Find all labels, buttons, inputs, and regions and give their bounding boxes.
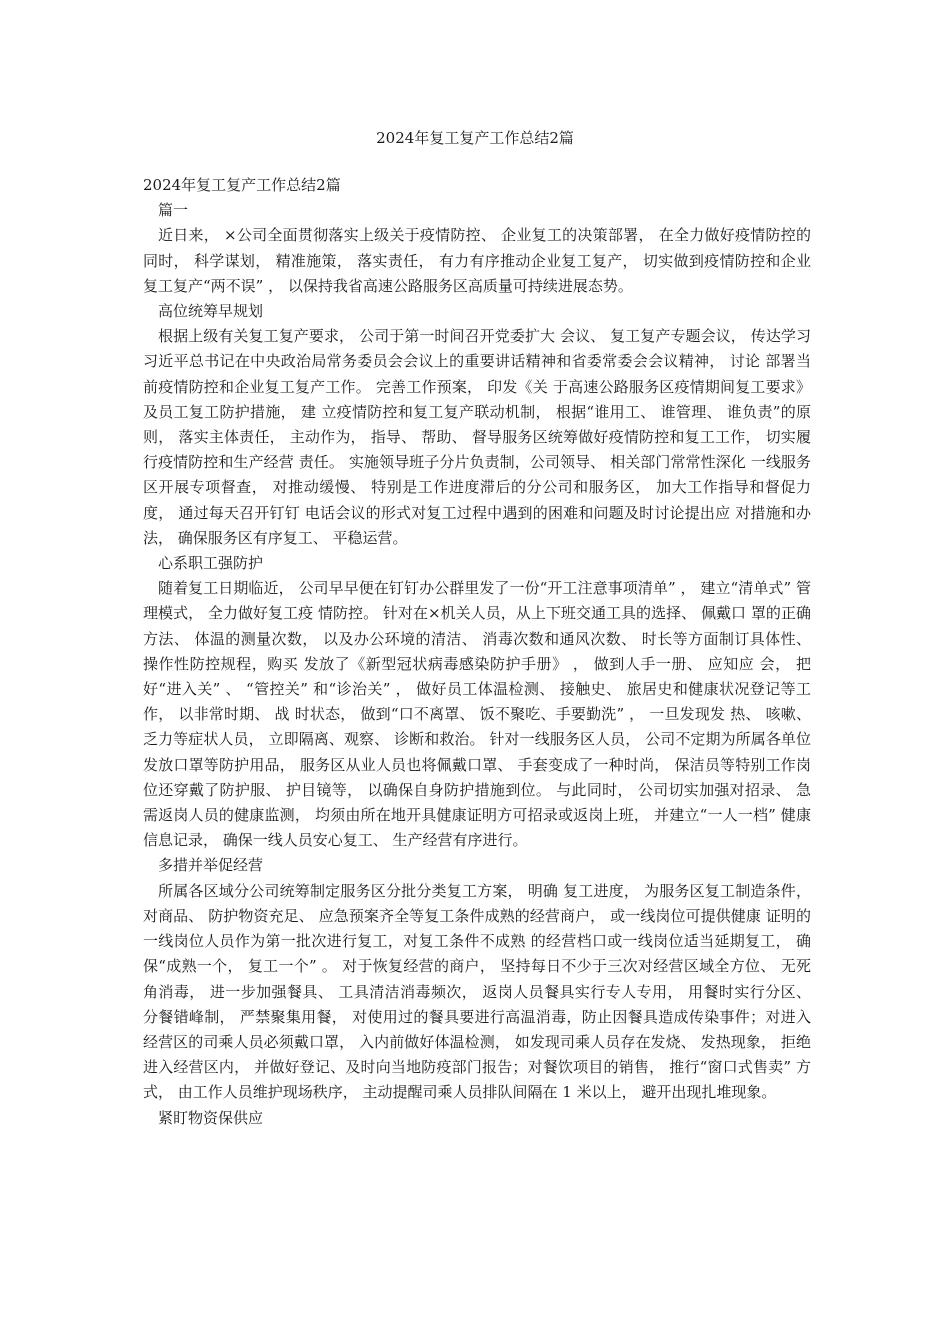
page-title: 2024年复工复产工作总结2篇 (376, 129, 574, 147)
document-body (143, 173, 811, 1131)
section-heading-operations: 多措并举促经营 (158, 856, 264, 875)
section-heading-planning: 高位统筹早规划 (158, 302, 264, 321)
paragraph-protection: 随着复工日期临近， 公司早早便在钉钉办公群里发了一份“开工注意事项清单” ， 建立“清单式” 管理模式， 全力做好复工疫 情防控。 针对在×机关人员，从上下班交通工具的选择、 佩戴口 罩的正确方法、 体温的测量次数， 以及办公环境的清洁、 消毒次数和通风次数、 时长等方面制订具体性、 操作性防控规程，购买 发放了《新型冠状病毒感染防护手册》 ， 做到人手一册、 应知应 会， 把好“进入关” 、 “管控关” 和“诊治关” ， 做好员工体温检测、 接触史、 旅居史和健康状况登记等工作， 以非常时期、 战 时状态， 做到“口不离罩、 饭不聚吃、手要勤洗” ， 一旦发现发 热、 咳嗽、 乏力等症状人员， 立即隔离、观察、 诊断和救治。 针对一线服务区人员， 公司不定期为所属各单位发放口罩等防护用品， 服务区从业人员也将佩戴口罩、 手套变成了一种时尚， 保洁员等特别工作岗位还穿戴了防护服、 护目镜等， 以确保自身防护措施到位。 与此同时， 公司切实加强对招录、 急需返岗人员的健康监测， 均须由所在地开具健康证明方可招录或返岗上班， 并建立“一人一档” 健康信息记录， 确保一线人员安心复工、 生产经营有序进行。 (143, 579, 811, 850)
section-heading-protection: 心系职工强防护 (158, 554, 264, 573)
paragraph-operations: 所属各区域分公司统筹制定服务区分批分类复工方案， 明确 复工进度， 为服务区复工制造条件， 对商品、 防护物资充足、 应急预案齐全等复工条件成熟的经营商户， 或一线岗位可提供健康 证明的一线岗位人员作为第一批次进行复工，对复工条件不成熟 的经营档口或一线岗位适当延期复工， 确保“成熟一个， 复工一个” 。 对于恢复经营的商户， 坚持每日不少于三次对经营区域全方位、 无死角消毒， 进一步加强餐具、 工具清洁消毒频次， 返岗人员餐具实行专人专用， 用餐时实行分区、 分餐错峰制， 严禁聚集用餐， 对使用过的餐具要进行高温消毒，防止因餐具造成传染事件；对进入经营区的司乘人员必须戴口罩， 入内前做好体温检测， 如发现司乘人员存在发烧、 发热现象， 拒绝进入经营区内， 并做好登记、及时向当地防疫部门报告；对餐饮项目的销售， 推行“窗口式售卖” 方式， 由工作人员维护现场秩序， 主动提醒司乘人员排队间隔在 1 米以上， 避开出现扎堆现象。 (143, 881, 811, 1102)
part-label: 篇一 (158, 201, 189, 220)
document-subtitle: 2024年复工复产工作总结2篇 (143, 176, 341, 194)
paragraph-intro: 近日来， ×公司全面贯彻落实上级关于疫情防控、 企业复工的决策部署， 在全力做好疫情防控的同时， 科学谋划， 精准施策， 落实责任， 有力有序推动企业复工复产， 切实做到疫情防控和企业复工复产“两不误” ， 以保持我省高速公路服务区高质量可持续进展态势。 (143, 226, 811, 295)
paragraph-planning: 根据上级有关复工复产要求， 公司于第一时间召开党委扩大 会议、 复工复产专题会议， 传达学习习近平总书记在中央政治局常务委员会会议上的重要讲话精神和省委常委会会议精神， 讨论 部署当前疫情防控和企业复工复产工作。 完善工作预案， 印发《关 于高速公路服务区疫情期间复工要求》 及员工复工防护措施， 建 立疫情防控和复工复产联动机制， 根据“谁用工、 谁管理、 谁负责”的原则， 落实主体责任， 主动作为， 指导、 帮助、 督导服务区统筹做好疫情防控和复工工作， 切实履行疫情防控和生产经营 责任。 实施领导班子分片负责制，公司领导、 相关部门常常性深化 一线服务区开展专项督查， 对推动缓慢、 特别是工作进度滞后的分公司和服务区， 加大工作指导和督促力度， 通过每天召开钉钉 电话会议的形式对复工过程中遇到的困难和问题及时讨论提出应 对措施和办法， 确保服务区有序复工、 平稳运营。 (143, 327, 811, 547)
section-heading-supplies: 紧盯物资保供应 (158, 1108, 264, 1127)
